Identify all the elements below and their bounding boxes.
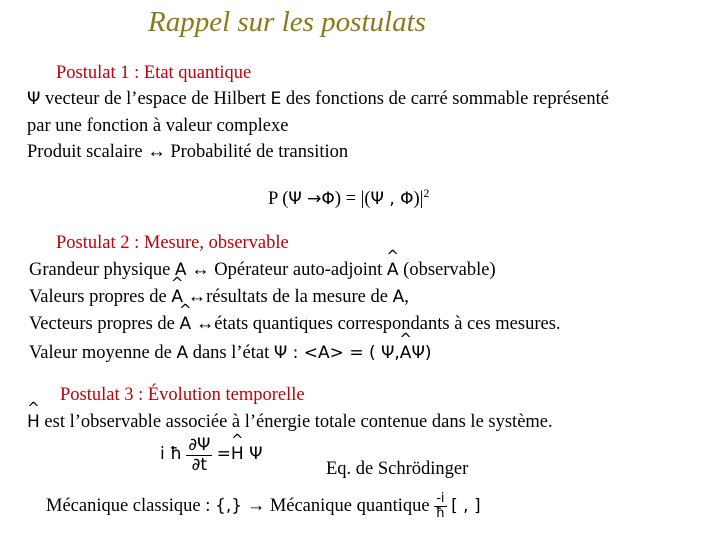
classical-to-quantum-line xyxy=(46,492,481,522)
hamiltonian-symbol: ^ H xyxy=(231,444,244,464)
postulate-3-line-1 xyxy=(27,412,553,433)
formula-part: Ψ) xyxy=(411,343,432,363)
postulate-1-heading: Postulat 1 : Etat quantique xyxy=(56,63,252,83)
poisson-bracket: {,} xyxy=(215,496,243,517)
postulate-2-line-1 xyxy=(29,260,496,281)
observable-symbol: A xyxy=(176,343,189,363)
commutator-bracket: [ , ] xyxy=(451,496,481,517)
text-segment: des fonctions de carré sommable représenté xyxy=(281,89,609,109)
text-segment: Mécanique classique : xyxy=(46,496,216,517)
postulate-1-line-2: par une fonction à valeur complexe xyxy=(27,116,289,136)
formula-part: Ψ , Φ xyxy=(370,189,414,210)
formula-part: )| xyxy=(413,189,424,210)
formula-part: i ħ xyxy=(160,444,182,465)
formula-exponent: 2 xyxy=(423,186,430,200)
text-segment: ↔ Opérateur auto-adjoint xyxy=(186,260,387,280)
equation-label: Eq. de Schrödinger xyxy=(326,459,469,479)
text-segment: Grandeur physique xyxy=(29,260,175,280)
fraction-numerator: ∂Ψ xyxy=(188,435,211,455)
text-segment: Vecteurs propres de xyxy=(29,314,180,334)
formula-part: P ( xyxy=(268,189,289,210)
postulate-3-heading: Postulat 3 : Évolution temporelle xyxy=(60,385,305,405)
psi-symbol: Ψ xyxy=(27,89,41,109)
text-segment: est l’observable associée à l’énergie totale contenue dans le système. xyxy=(39,412,553,432)
text-segment: Valeurs propres de xyxy=(29,287,172,307)
operator-symbol: ^ A xyxy=(180,314,192,334)
postulate-2-line-3 xyxy=(29,314,561,335)
fraction-numerator: -i xyxy=(436,491,445,506)
formula-part: Ψ xyxy=(243,444,263,465)
time-derivative-fraction xyxy=(186,436,212,474)
formula-part: = xyxy=(216,444,231,465)
page-title: Rappel sur les postulats xyxy=(148,6,426,38)
operator-symbol: ^ A xyxy=(387,260,399,280)
text-segment: dans l’état xyxy=(188,343,274,363)
text-segment: ↔états quantiques correspondants à ces mesures. xyxy=(191,314,561,334)
text-segment: (observable) xyxy=(398,260,496,280)
text-segment: vecteur de l’espace de Hilbert xyxy=(40,89,271,109)
text-segment: Valeur moyenne de xyxy=(29,343,177,363)
formula-part: ) = |( xyxy=(334,189,371,210)
hilbert-space-symbol: E xyxy=(270,89,282,109)
hamiltonian-symbol: ^ H xyxy=(27,412,40,432)
text-segment: , xyxy=(404,287,409,307)
commutator-factor xyxy=(434,492,446,522)
postulate-1-line-1 xyxy=(27,89,609,110)
transition-probability-formula xyxy=(268,186,429,210)
observable-symbol: A xyxy=(392,287,405,307)
postulate-1-line-3: Produit scalaire ↔ Probabilité de transition xyxy=(27,142,349,162)
postulate-2-line-4 xyxy=(29,343,431,364)
text-segment: ↔résultats de la mesure de xyxy=(182,287,393,307)
psi-symbol: Ψ : xyxy=(273,343,304,363)
operator-symbol: ^ A xyxy=(400,343,412,363)
postulate-2-line-2 xyxy=(29,287,409,308)
text-segment: → Mécanique quantique xyxy=(242,496,435,517)
operator-symbol: ^ A xyxy=(171,287,183,307)
formula-part: Ψ →Φ xyxy=(288,189,335,210)
postulate-2-heading: Postulat 2 : Mesure, observable xyxy=(56,233,289,253)
observable-symbol: A xyxy=(174,260,187,280)
schrodinger-equation xyxy=(160,436,262,474)
fraction-denominator: ∂t xyxy=(191,454,208,475)
mean-value-formula: <A> = ( Ψ, xyxy=(303,343,400,363)
fraction-denominator: ħ xyxy=(435,506,445,522)
